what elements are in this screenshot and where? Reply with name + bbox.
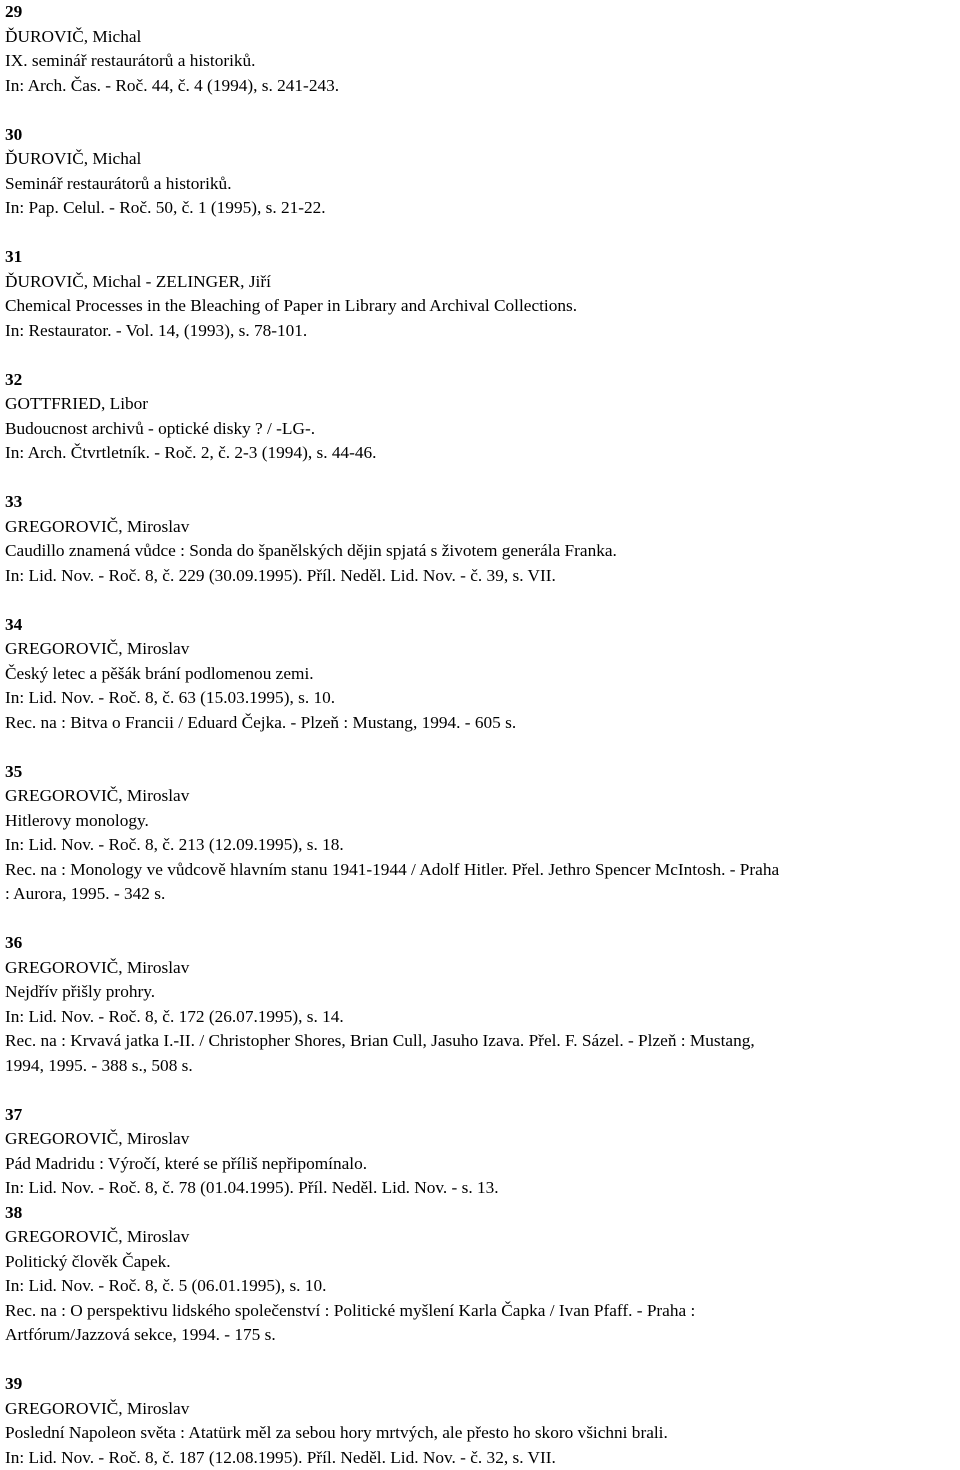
entry-title: Chemical Processes in the Bleaching of Paper in Library and Archival Collections. — [5, 294, 957, 319]
entry-32 — [5, 368, 957, 466]
entry-number: 31 — [5, 245, 957, 270]
entry-source: In: Lid. Nov. - Roč. 8, č. 78 (01.04.1995). Příl. Neděl. Lid. Nov. - s. 13. — [5, 1176, 957, 1201]
entry-31 — [5, 245, 957, 343]
entry-gap — [5, 221, 957, 246]
entry-30 — [5, 123, 957, 221]
entry-source: In: Lid. Nov. - Roč. 8, č. 63 (15.03.1995), s. 10. — [5, 686, 957, 711]
entry-author: ĎUROVIČ, Michal — [5, 147, 957, 172]
entry-title: Politický člověk Čapek. — [5, 1250, 957, 1275]
entry-author: GOTTFRIED, Libor — [5, 392, 957, 417]
entry-number: 36 — [5, 931, 957, 956]
entry-review: Rec. na : Bitva o Francii / Eduard Čejka. - Plzeň : Mustang, 1994. - 605 s. — [5, 711, 957, 736]
entry-title: Poslední Napoleon světa : Atatürk měl za sebou hory mrtvých, ale přesto ho skoro všichni brali. — [5, 1421, 957, 1446]
entry-source: In: Lid. Nov. - Roč. 8, č. 5 (06.01.1995), s. 10. — [5, 1274, 957, 1299]
entry-35 — [5, 760, 957, 907]
entry-source: In: Arch. Čtvrtletník. - Roč. 2, č. 2-3 (1994), s. 44-46. — [5, 441, 957, 466]
entry-title: Nejdřív přišly prohry. — [5, 980, 957, 1005]
entry-number: 37 — [5, 1103, 957, 1128]
entry-review-continued: : Aurora, 1995. - 342 s. — [5, 882, 957, 907]
entry-29 — [5, 0, 957, 98]
entry-gap — [5, 1348, 957, 1373]
entry-number: 30 — [5, 123, 957, 148]
entry-number: 29 — [5, 0, 957, 25]
entry-source: In: Lid. Nov. - Roč. 8, č. 172 (26.07.1995), s. 14. — [5, 1005, 957, 1030]
entry-source: In: Restaurator. - Vol. 14, (1993), s. 78-101. — [5, 319, 957, 344]
entry-title: IX. seminář restaurátorů a historiků. — [5, 49, 957, 74]
entry-author: GREGOROVIČ, Miroslav — [5, 956, 957, 981]
entry-number: 38 — [5, 1201, 957, 1226]
entry-gap — [5, 466, 957, 491]
entry-gap — [5, 1078, 957, 1103]
entry-source: In: Lid. Nov. - Roč. 8, č. 187 (12.08.1995). Příl. Neděl. Lid. Nov. - č. 32, s. VII. — [5, 1446, 957, 1470]
entry-38 — [5, 1201, 957, 1348]
entry-author: GREGOROVIČ, Miroslav — [5, 1397, 957, 1422]
entry-gap — [5, 343, 957, 368]
entry-review: Rec. na : O perspektivu lidského společenství : Politické myšlení Karla Čapka / Ivan Pfaff. - Praha : — [5, 1299, 957, 1324]
entry-source: In: Arch. Čas. - Roč. 44, č. 4 (1994), s. 241-243. — [5, 74, 957, 99]
entry-author: GREGOROVIČ, Miroslav — [5, 1127, 957, 1152]
entry-author: GREGOROVIČ, Miroslav — [5, 784, 957, 809]
entry-title: Caudillo znamená vůdce : Sonda do španělských dějin spjatá s životem generála Franka. — [5, 539, 957, 564]
entry-gap — [5, 588, 957, 613]
entry-author: GREGOROVIČ, Miroslav — [5, 637, 957, 662]
entry-title: Budoucnost archivů - optické disky ? / -LG-. — [5, 417, 957, 442]
entry-37 — [5, 1103, 957, 1201]
entry-review: Rec. na : Krvavá jatka I.-II. / Christopher Shores, Brian Cull, Jasuho Izava. Přel. F. Sázel. - Plzeň : Mustang, — [5, 1029, 957, 1054]
entry-33 — [5, 490, 957, 588]
entry-review-continued: 1994, 1995. - 388 s., 508 s. — [5, 1054, 957, 1079]
entry-gap — [5, 98, 957, 123]
entry-number: 33 — [5, 490, 957, 515]
entry-number: 35 — [5, 760, 957, 785]
bibliography-document — [5, 0, 957, 1470]
entry-gap — [5, 735, 957, 760]
entry-36 — [5, 931, 957, 1078]
entry-review-continued: Artfórum/Jazzová sekce, 1994. - 175 s. — [5, 1323, 957, 1348]
entry-number: 32 — [5, 368, 957, 393]
entry-gap — [5, 907, 957, 932]
entry-34 — [5, 613, 957, 736]
entry-39 — [5, 1372, 957, 1470]
entry-title: Pád Madridu : Výročí, které se příliš nepřipomínalo. — [5, 1152, 957, 1177]
entry-review: Rec. na : Monology ve vůdcově hlavním stanu 1941-1944 / Adolf Hitler. Přel. Jethro Spencer McIntosh. - Praha — [5, 858, 957, 883]
entry-number: 34 — [5, 613, 957, 638]
entry-author: GREGOROVIČ, Miroslav — [5, 515, 957, 540]
entry-source: In: Pap. Celul. - Roč. 50, č. 1 (1995), s. 21-22. — [5, 196, 957, 221]
entry-title: Český letec a pěšák brání podlomenou zemi. — [5, 662, 957, 687]
entry-author: ĎUROVIČ, Michal — [5, 25, 957, 50]
entry-source: In: Lid. Nov. - Roč. 8, č. 229 (30.09.1995). Příl. Neděl. Lid. Nov. - č. 39, s. VII. — [5, 564, 957, 589]
entry-author: ĎUROVIČ, Michal - ZELINGER, Jiří — [5, 270, 957, 295]
entry-number: 39 — [5, 1372, 957, 1397]
entry-source: In: Lid. Nov. - Roč. 8, č. 213 (12.09.1995), s. 18. — [5, 833, 957, 858]
entry-author: GREGOROVIČ, Miroslav — [5, 1225, 957, 1250]
entry-title: Seminář restaurátorů a historiků. — [5, 172, 957, 197]
entry-title: Hitlerovy monology. — [5, 809, 957, 834]
